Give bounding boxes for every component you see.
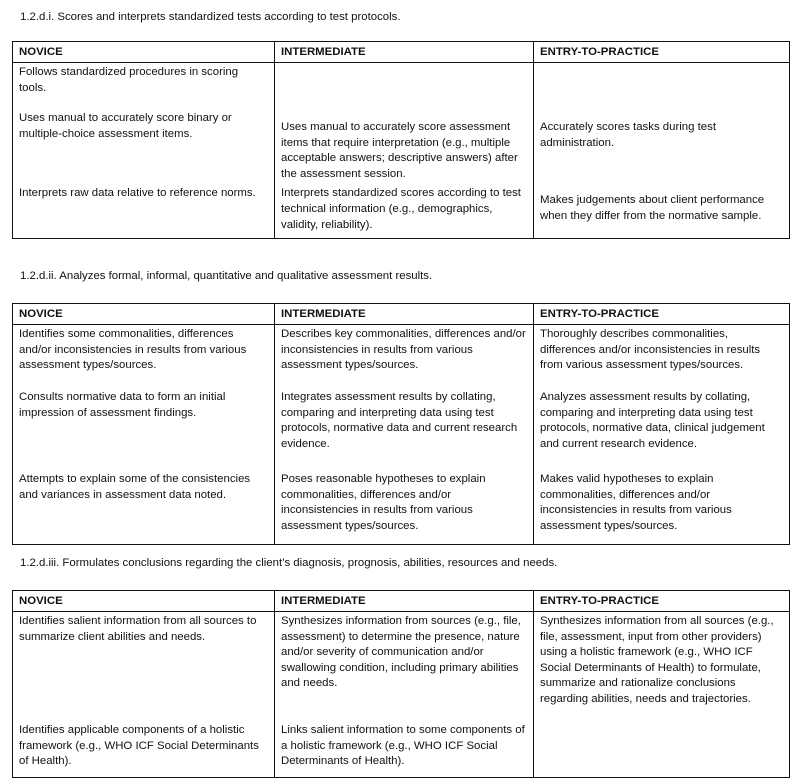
column-header-novice: NOVICE [13, 304, 275, 325]
intermediate-cell: Describes key commonalities, differences and/or inconsistencies in results from various assessment types/sources. [275, 325, 534, 389]
table-row [13, 184, 790, 239]
intermediate-cell: Integrates assessment results by collating, comparing and interpreting data using test protocols, normative data and current research evidence. [275, 388, 534, 470]
intermediate-cell: Uses manual to accurately score assessment items that require interpretation (e.g., multiple acceptable answers; descriptive answers) after the assessment session. [275, 109, 534, 184]
table-row [13, 470, 790, 545]
entry-to-practice-cell [534, 63, 790, 110]
intermediate-cell: Interprets standardized scores according to test technical information (e.g., demographics, validity, reliability). [275, 184, 534, 239]
table-header-row [13, 304, 790, 325]
table-row [13, 109, 790, 184]
novice-cell: Uses manual to accurately score binary or multiple-choice assessment items. [13, 109, 275, 184]
table-row [13, 63, 790, 110]
table-header-row [13, 591, 790, 612]
novice-cell: Identifies some commonalities, differences and/or inconsistencies in results from various assessment types/sources. [13, 325, 275, 389]
table-header-row [13, 42, 790, 63]
novice-cell: Interprets raw data relative to reference norms. [13, 184, 275, 239]
entry-to-practice-cell [534, 721, 790, 778]
column-header-entry-to-practice: ENTRY-TO-PRACTICE [534, 591, 790, 612]
novice-cell: Follows standardized procedures in scoring tools. [13, 63, 275, 110]
competency-table-1-2-d-ii [12, 303, 790, 545]
novice-cell: Identifies applicable components of a holistic framework (e.g., WHO ICF Social Determinants of Health). [13, 721, 275, 778]
entry-to-practice-cell: Makes valid hypotheses to explain commonalities, differences and/or inconsistencies in results from various assessment types/sources. [534, 470, 790, 545]
intermediate-cell: Links salient information to some components of a holistic framework (e.g., WHO ICF Social Determinants of Health). [275, 721, 534, 778]
intermediate-cell: Synthesizes information from sources (e.g., file, assessment) to determine the presence, nature and/or severity of communication and/or swallowing condition, including primary abilities and needs. [275, 612, 534, 722]
novice-cell: Identifies salient information from all sources to summarize client abilities and needs. [13, 612, 275, 722]
column-header-novice: NOVICE [13, 591, 275, 612]
novice-cell: Consults normative data to form an initial impression of assessment findings. [13, 388, 275, 470]
entry-to-practice-cell: Synthesizes information from all sources (e.g., file, assessment, input from other providers) using a holistic framework (e.g., WHO ICF Social Determinants of Health) to formulate, summarize and rationalize conclusions regarding abilities, needs and trajectories. [534, 612, 790, 722]
table-row [13, 388, 790, 470]
table-row [13, 721, 790, 778]
novice-cell: Attempts to explain some of the consistencies and variances in assessment data noted. [13, 470, 275, 545]
column-header-intermediate: INTERMEDIATE [275, 304, 534, 325]
entry-to-practice-cell: Accurately scores tasks during test administration. [534, 109, 790, 184]
intermediate-cell [275, 63, 534, 110]
table-row [13, 325, 790, 389]
competency-table-1-2-d-iii [12, 590, 790, 778]
entry-to-practice-cell: Analyzes assessment results by collating, comparing and interpreting data using test protocols, normative data, clinical judgement and current research evidence. [534, 388, 790, 470]
section-heading-1-2-d-ii: 1.2.d.ii. Analyzes formal, informal, quantitative and qualitative assessment results. [20, 270, 433, 282]
intermediate-cell: Poses reasonable hypotheses to explain commonalities, differences and/or inconsistencies in results from various assessment types/sources. [275, 470, 534, 545]
column-header-intermediate: INTERMEDIATE [275, 591, 534, 612]
table-row [13, 612, 790, 722]
column-header-entry-to-practice: ENTRY-TO-PRACTICE [534, 42, 790, 63]
entry-to-practice-cell: Makes judgements about client performance when they differ from the normative sample. [534, 184, 790, 239]
competency-table-1-2-d-i [12, 41, 790, 239]
column-header-intermediate: INTERMEDIATE [275, 42, 534, 63]
section-heading-1-2-d-iii: 1.2.d.iii. Formulates conclusions regarding the client’s diagnosis, prognosis, abilities, resources and needs. [20, 557, 558, 569]
section-heading-1-2-d-i: 1.2.d.i. Scores and interprets standardized tests according to test protocols. [20, 11, 401, 23]
entry-to-practice-cell: Thoroughly describes commonalities, differences and/or inconsistencies in results from various assessment types/sources. [534, 325, 790, 389]
column-header-novice: NOVICE [13, 42, 275, 63]
column-header-entry-to-practice: ENTRY-TO-PRACTICE [534, 304, 790, 325]
